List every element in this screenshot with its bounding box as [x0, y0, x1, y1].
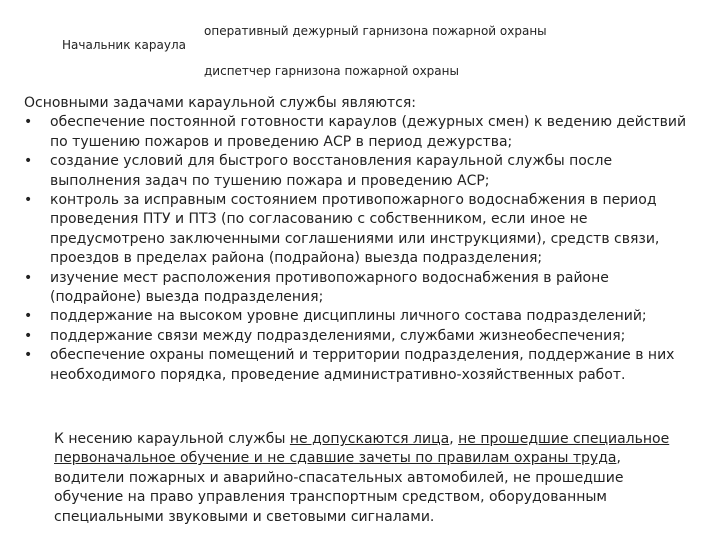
list-item [24, 307, 704, 326]
task-text: поддержание на высоком уровне дисциплины личного состава подразделений; [50, 308, 647, 325]
bullet-icon: • [24, 114, 33, 131]
admission-note [54, 430, 682, 527]
note-text: , водители пожарных и аварийно-спасательных автомобилей, не прошедшие обучение на право управления транспортным средством, оборудованным специальными звуковыми и световыми сигналами. [54, 450, 624, 525]
list-item [24, 327, 704, 346]
dispatcher-label: диспетчер гарнизона пожарной охраны [204, 64, 459, 78]
tasks-intro: Основными задачами караульной службы являются: [24, 95, 416, 111]
list-item [24, 113, 704, 152]
note-text: , [449, 431, 459, 447]
task-text: контроль за исправным состоянием противопожарного водоснабжения в период проведения ПТУ и ПТЗ (по согласованию с собственником, если иное не предусмотрено заключенными соглашениями или инструкциями), средств связи, проездов в пределах района (подрайона) выезда подразделения; [50, 192, 660, 267]
note-underlined-text: не прошедшие специальное первоначальное обучение и не сдавшие зачеты по правилам охраны труда [54, 431, 670, 467]
list-item [24, 152, 704, 191]
guard-service-tasks [24, 94, 704, 385]
list-item [24, 191, 704, 269]
task-text: обеспечение охраны помещений и территории подразделения, поддержание в них необходимого порядка, проведение административно-хозяйственных работ. [50, 347, 675, 383]
bullet-icon: • [24, 347, 33, 364]
note-underlined-text: не допускаются лица [289, 431, 450, 447]
duty-officer-label: оперативный дежурный гарнизона пожарной охраны [204, 24, 547, 38]
task-text: изучение мест расположения противопожарного водоснабжения в районе (подрайоне) выезда подразделения; [50, 269, 609, 306]
bullet-icon: • [24, 327, 33, 344]
list-item [24, 346, 704, 385]
tasks-list [24, 113, 704, 385]
chief-of-guard-label: Начальник караула [62, 38, 186, 52]
task-text: создание условий для быстрого восстановления караульной службы после выполнения задач по тушению пожара и проведению АСР; [50, 153, 613, 189]
note-text: К несению караульной службы [54, 431, 290, 447]
bullet-icon: • [24, 153, 33, 170]
task-text: поддержание связи между подразделениями, службами жизнеобеспечения; [50, 327, 626, 344]
list-item [24, 269, 704, 308]
task-text: обеспечение постоянной готовности караулов (дежурных смен) к ведению действий по тушению пожаров и проведению АСР в период дежурства; [50, 114, 687, 150]
bullet-icon: • [24, 192, 33, 209]
bullet-icon: • [24, 269, 33, 286]
bullet-icon: • [24, 308, 33, 325]
